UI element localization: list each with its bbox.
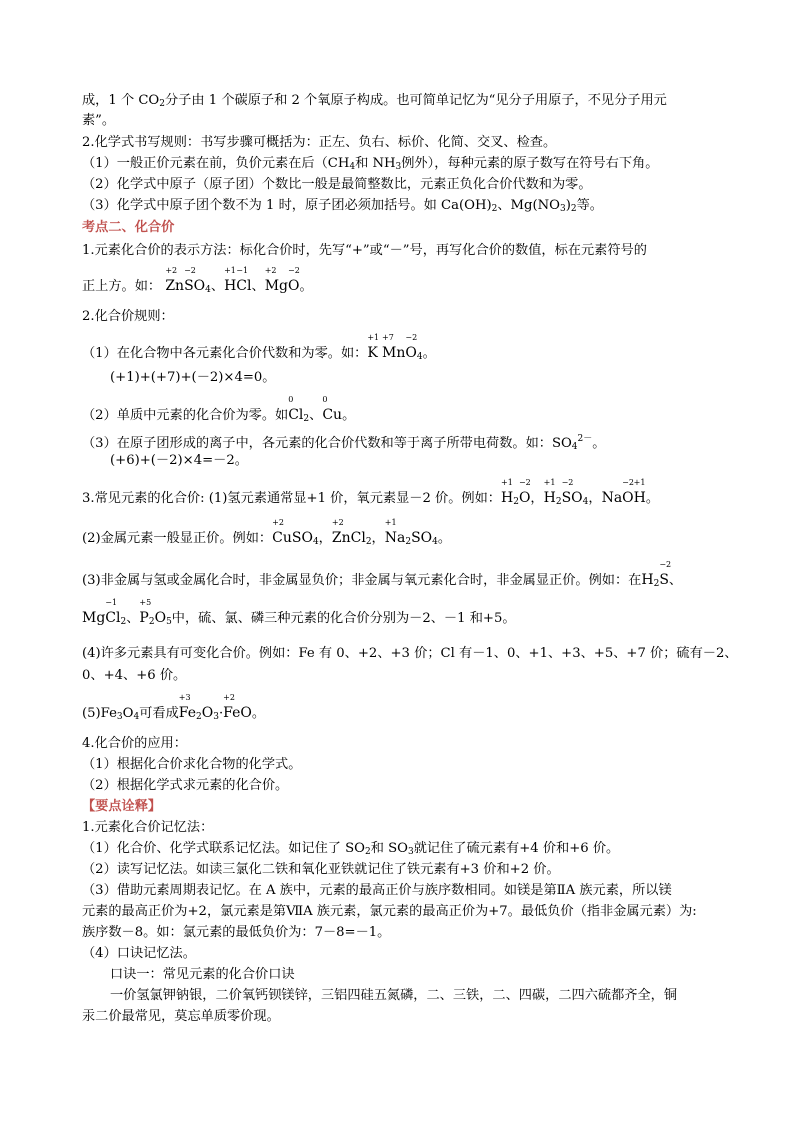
text-line: （2）读写记忆法。如读三氯化二铁和氧化亚铁就记住了铁元素有+3 价和+2 价。 (82, 862, 560, 877)
formula-element: +2 Zn (331, 518, 351, 546)
text-line: (+1)+(+7)+(－2)×4=0。 (110, 370, 276, 385)
text-line: （2）化学式中原子（原子团）个数比一般是最简整数比，元素正负化合价代数和为零。 (82, 177, 592, 192)
formula-element: +2 Mg (264, 266, 288, 294)
text-line: 1.元素化合价记忆法： (82, 820, 214, 835)
formula-element: 0 Cu (322, 395, 343, 423)
formula-element: +2 Cu (272, 518, 292, 546)
formula-element: Mg (82, 610, 106, 626)
text-line: （1）一般正价元素在前，负价元素在后（$CH_4$和 $NH_3$例外），每种元素的原子数写在符号右下角。 (82, 156, 659, 172)
text-line: 正上方。如： +2 Zn −2 $SO_4$、 +1 H −1 Cl、 +2 Mg −2 O。 (82, 277, 313, 299)
formula-element: +5 $P_2$ (139, 598, 155, 627)
formula-element: −2 $O_4$ (405, 333, 423, 362)
formula-element: −2 $SO_4$ (561, 478, 589, 507)
text-line: （3）在原子团形成的离子中，各元素的化合价代数和等于离子所带电荷数。如：$SO_4^{2-}$。 (82, 434, 606, 452)
formula-element: +1 K (367, 333, 380, 361)
formula-element: +1 H (224, 266, 237, 294)
text-line: 口诀一：常见元素的化合价口诀 (110, 967, 295, 982)
section-heading: 【要点诠释】 (82, 799, 162, 814)
text-line: (3)非金属与氢或金属化合时，非金属显负价；非金属与氧元素化合时，非金属显正价。例如：在$H_2$ −2 S、 (82, 571, 682, 593)
text-line: 1.元素化合价的表示方法：标化合价时，先写“+”或“－”号，再写化合价的数值，标在元素符号的 (82, 243, 647, 258)
text-line: （3）借助元素周期表记忆。在 A 族中，元素的最高正价与族序数相同。如镁是第ⅡA 族元素，所以镁 (82, 883, 672, 898)
formula-element: +1 $H_2$ (500, 478, 519, 507)
text-line: 汞二价最常见，莫忘单质零价现。 (82, 1009, 280, 1024)
formula-element: $O_4$ (420, 530, 438, 547)
formula-element: +1 $H_2$ (543, 478, 562, 507)
formula-element: −2 O (518, 478, 531, 506)
text-line: (+6)+(－2)×4=－2。 (110, 453, 248, 468)
formula-element: −1 $Cl_2$ (105, 598, 127, 627)
formula-element: Na (601, 490, 623, 506)
text-line: （1）在化合物中各元素化合价代数和为零。如： +1 K +7 Mn −2 $O_4$。 (82, 344, 436, 366)
text-line: (4)许多元素具有可变化合价。例如：Fe 有 0、+2、+3 价；Cl 有－1、0、+1、+3、+5、+7 价；硫有－2、 (82, 646, 738, 661)
text-line: 成，1 个 $CO_2$分子由 1 个碳原子和 2 个氧原子构成。也可简单记忆为“见分子用原子，不见分子用元 (82, 93, 667, 109)
text-line: （1）根据化合价求化合物的化学式。 (82, 757, 302, 772)
text-line: 素”。 (82, 113, 116, 128)
formula-element: $H_2$ (641, 572, 660, 589)
formula-element: +2 Fe (223, 693, 241, 721)
formula-element: S (411, 530, 421, 546)
text-line: 2.化合价规则： (82, 309, 174, 324)
formula-element: −2 O (287, 266, 300, 294)
formula-element: −2 O (622, 478, 634, 506)
formula-element: $Cl_2$ (350, 530, 372, 547)
formula-element: $SO_4$ (291, 530, 319, 547)
formula-element: +3 $Fe_2$ (178, 693, 202, 722)
text-line: 元素的最高正价为+2，氯元素是第ⅦA 族元素，氯元素的最高正价为+7。最低负价（指非金属元素）为: (82, 904, 697, 919)
text-line: 3.常见元素的化合价: (1)氢元素通常显+1 价，氧元素显－2 价。例如： +1 $H_2$ −2 O， +1 $H_2$ −2 $SO_4$，Na −2 O +1 H。 (82, 489, 659, 511)
text-line: （4）口诀记忆法。 (82, 946, 196, 961)
text-line: （3）化学式中原子团个数不为 1 时，原子团必须加括号。如 $Ca(OH)_2$、$Mg(NO_3)_2$等。 (82, 198, 603, 214)
formula-element: +1 $Na_2$ (384, 518, 412, 547)
formula-element: O (240, 705, 252, 721)
formula-element: −2 S (659, 560, 672, 588)
formula-element: +2 Zn (165, 266, 185, 294)
text-line: （2）根据化学式求元素的化合价。 (82, 778, 289, 793)
text-line: $(5)Fe_3O_4$可看成 +3 $Fe_2O_3\cdot$ +2 FeO。 (82, 704, 265, 726)
text-line: （2）单质中元素的化合价为零。如 0 $Cl_2$、 0 Cu。 (82, 406, 355, 428)
text-line: （1）化合价、化学式联系记忆法。如记住了 $SO_2$和 $SO_3$就记住了硫元素有+4 价和+6 价。 (82, 841, 620, 857)
text-line: 族序数－8。如：氯元素的最低负价为：7－8=－1。 (82, 925, 391, 940)
formula-element: $O_5$ (154, 610, 172, 627)
formula-element: +7 Mn (382, 333, 406, 361)
text-line: 2.化学式书写规则：书写步骤可概括为：正左、负右、标价、化简、交叉、检查。 (82, 135, 557, 150)
formula-element: −2 $SO_4$ (184, 266, 211, 295)
section-heading: 考点二、化合价 (82, 220, 175, 235)
formula-element: $O_3$ (201, 705, 219, 722)
text-line: 一价氢氯钾钠银，二价氧钙钡镁锌，三铝四硅五氮磷，二、三铁，二、四碳，二四六硫都齐全，铜 (110, 988, 678, 1003)
formula-element: 0 $Cl_2$ (288, 395, 310, 424)
text-line: (2)金属元素一般显正价。例如： +2 CuSO$_4$， +2 ZnCl$_2$， +1 $Na_2SO_4$。 (82, 529, 451, 551)
text-line: Mg −1 $Cl_2$、 +5 $P_2O_5$中，硫、氯、磷三种元素的化合价分别为－2、－1 和+5。 (82, 609, 516, 631)
formula-element: −1 Cl (236, 266, 252, 294)
formula-element: +1 H (633, 478, 646, 506)
text-line: 4.化合价的应用： (82, 736, 187, 751)
text-line: 0、+4、+6 价。 (82, 668, 187, 683)
